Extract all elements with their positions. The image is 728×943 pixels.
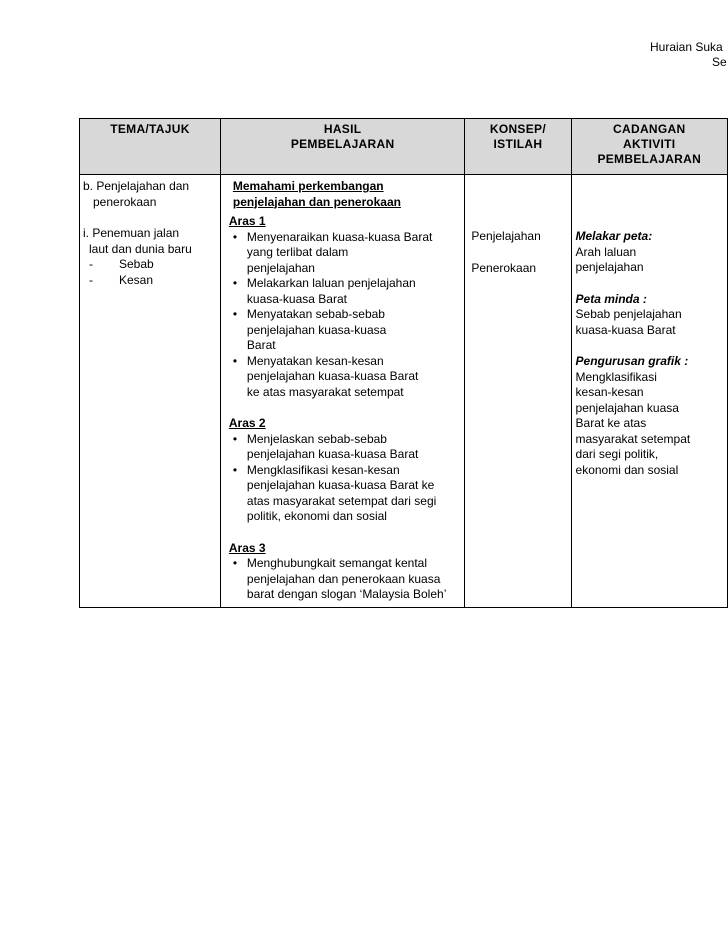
list-item-line: • Mengklasifikasi kesan-kesan (246, 462, 400, 477)
aras3-list (229, 556, 461, 603)
list-item-line: penjelajahan (246, 260, 315, 275)
dash-1: - (89, 257, 93, 271)
hasil-title-line1: Memahami perkembangan (232, 179, 384, 193)
header-cadangan-line2: AKTIVITI (623, 137, 676, 151)
tema-sebab: Sebab (119, 257, 154, 271)
content-row (80, 175, 728, 608)
hasil-cell (220, 175, 464, 608)
running-header-line2: Se (712, 55, 727, 69)
konsep-penjelajahan: Penjelajahan (471, 229, 541, 243)
aktiviti-2-title: Peta minda : (575, 291, 647, 306)
hasil-title-line2: penjelajahan dan penerokaan (232, 194, 401, 209)
list-item (247, 556, 461, 603)
aktiviti-2-line2: kuasa-kuasa Barat (575, 322, 676, 337)
aktiviti-3-line: Barat ke atas (575, 416, 647, 430)
aras2-list (229, 432, 461, 525)
syllabus-table (79, 118, 728, 608)
tema-cell (80, 175, 221, 608)
aktiviti-3-line: masyarakat setempat (575, 431, 691, 446)
aktiviti-3-line: Mengklasifikasi (575, 369, 657, 384)
list-item-line: yang terlibat dalam (246, 245, 349, 259)
header-hasil (220, 119, 464, 175)
aktiviti-3-line: penjelajahan kuasa (575, 400, 679, 415)
tema-sub-sebab (83, 257, 217, 273)
aras2-heading: Aras 2 (228, 416, 266, 430)
list-item-line: politik, ekonomi dan sosial (246, 509, 387, 523)
list-item-line: • Menyatakan kesan-kesan (246, 353, 384, 368)
header-tema-label: TEMA/TAJUK (110, 122, 190, 136)
aktiviti-1-line1: Arah laluan (575, 244, 637, 259)
list-item-line: • Menyatakan sebab-sebab (246, 307, 385, 321)
aktiviti-1-title: Melakar peta: (575, 229, 653, 243)
aktiviti-1-line2: penjelajahan (575, 260, 644, 274)
tema-b-line2: penerokaan (93, 194, 157, 209)
aras1-list (229, 230, 461, 401)
list-item-line: penjelajahan kuasa-kuasa Barat (246, 369, 419, 383)
aktiviti-3-line: kesan-kesan (575, 385, 644, 399)
list-item (247, 432, 461, 463)
aktiviti-3-line: ekonomi dan sosial (575, 462, 679, 477)
tema-sub-kesan (83, 273, 217, 289)
list-item (247, 463, 461, 525)
konsep-penerokaan: Penerokaan (471, 260, 537, 275)
dash-2: - (89, 272, 93, 287)
header-konsep-line1: KONSEP/ (489, 122, 546, 136)
list-item-line: penjelajahan dan penerokaan kuasa (246, 571, 441, 586)
list-item-line: atas masyarakat setempat dari segi (246, 493, 437, 508)
header-konsep (465, 119, 571, 175)
header-tema (80, 119, 221, 175)
aktiviti-3-line: dari segi politik, (575, 447, 659, 461)
aras1-heading: Aras 1 (228, 214, 266, 228)
list-item-line: • Melakarkan laluan penjelajahan (246, 276, 416, 290)
konsep-cell (465, 175, 571, 608)
list-item-line: kuasa-kuasa Barat (246, 291, 347, 306)
list-item-line: • Menyenaraikan kuasa-kuasa Barat (246, 229, 433, 244)
list-item-line: penjelajahan kuasa-kuasa Barat (246, 447, 419, 461)
aras3-heading: Aras 3 (228, 540, 266, 555)
header-hasil-line1: HASIL (323, 122, 362, 136)
list-item (247, 307, 461, 354)
list-item-line: Barat (246, 338, 276, 352)
list-item-line: penjelajahan kuasa-kuasa Barat ke (246, 478, 435, 492)
tema-i-line1: i. Penemuan jalan (83, 226, 180, 240)
header-row (80, 119, 728, 175)
aktiviti-2-line1: Sebab penjelajahan (575, 307, 682, 321)
list-item (247, 354, 461, 401)
list-item-line: ke atas masyarakat setempat (246, 384, 404, 399)
aktiviti-3-lines (576, 370, 724, 479)
list-item-line: penjelajahan kuasa-kuasa (246, 322, 387, 337)
tema-kesan: Kesan (119, 272, 154, 287)
header-hasil-line2: PEMBELAJARAN (290, 137, 395, 151)
tema-i-line2: laut dan dunia baru (89, 241, 192, 256)
header-cadangan (571, 119, 727, 175)
header-cadangan-line1: CADANGAN (613, 122, 686, 136)
list-item (247, 276, 461, 307)
cadangan-cell (571, 175, 727, 608)
header-cadangan-line3: PEMBELAJARAN (597, 152, 702, 166)
list-item (247, 230, 461, 277)
running-header: Huraian Suka (650, 40, 723, 54)
list-item-line: • Menghubungkait semangat kental (246, 556, 428, 570)
header-konsep-line2: ISTILAH (493, 137, 543, 151)
aktiviti-3-title: Pengurusan grafik : (575, 354, 689, 368)
list-item-line: • Menjelaskan sebab-sebab (246, 431, 387, 446)
list-item-line: barat dengan slogan ‘Malaysia Boleh’ (246, 587, 447, 601)
tema-b-line1: b. Penjelajahan dan (83, 179, 190, 193)
